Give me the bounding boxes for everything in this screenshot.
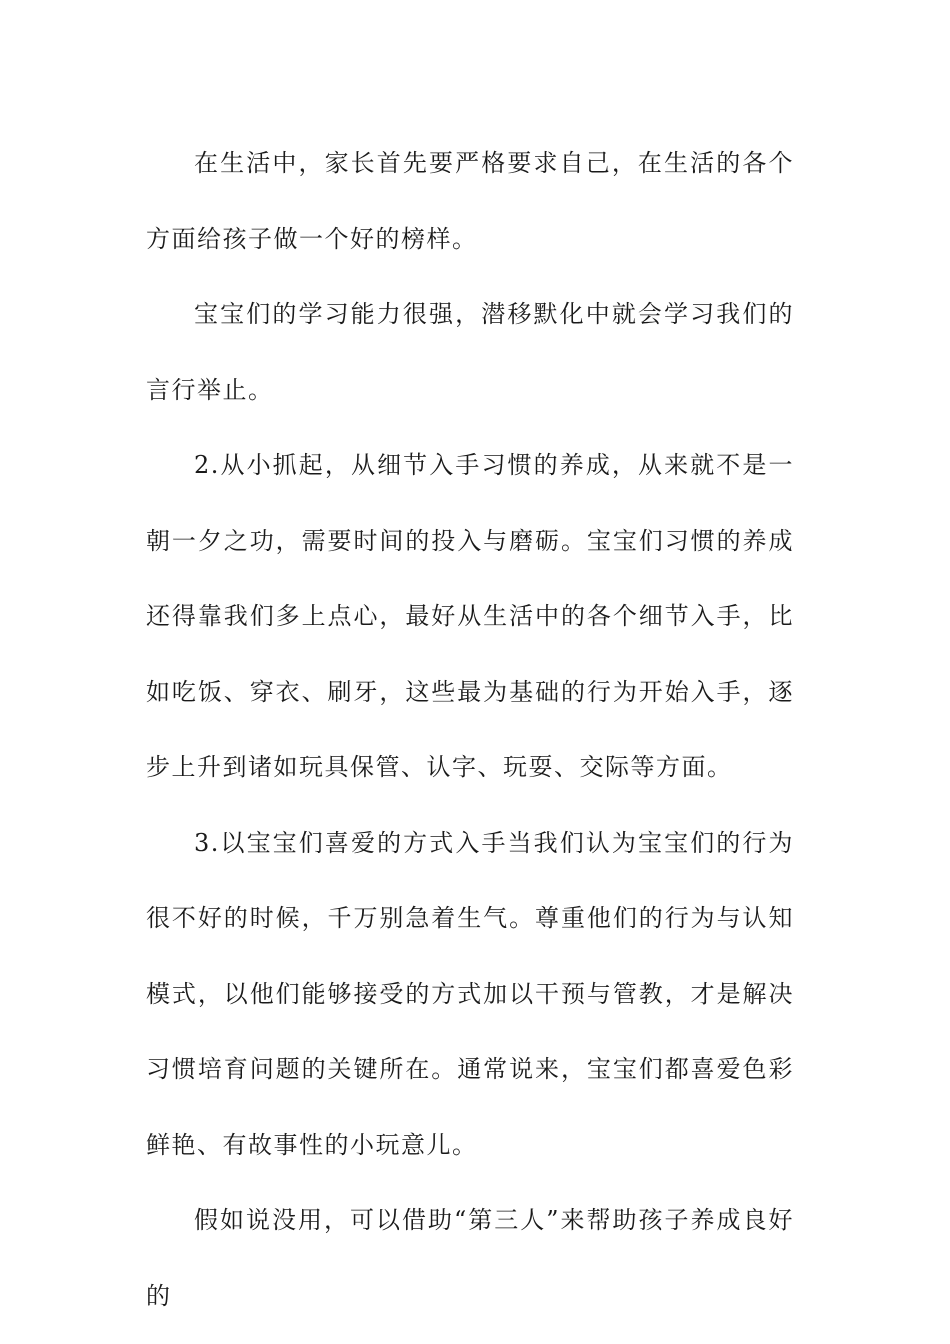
paragraph-1: 在生活中，家长首先要严格要求自己，在生活的各个方面给孩子做一个好的榜样。 — [146, 149, 794, 253]
document-body — [146, 126, 794, 1334]
paragraph-4: 3.以宝宝们喜爱的方式入手当我们认为宝宝们的行为很不好的时候，千万别急着生气。尊重他们的行为与认知模式，以他们能够接受的方式加以干预与管教，才是解决习惯培育问题的关键所在。通常说来，宝宝们都喜爱色彩鲜艳、有故事性的小玩意儿。 — [146, 828, 794, 1159]
paragraph-5: 假如说没用，可以借助“第三人”来帮助孩子养成良好的 — [146, 1206, 794, 1310]
paragraph-3: 2.从小抓起，从细节入手习惯的养成，从来就不是一朝一夕之功，需要时间的投入与磨砺。宝宝们习惯的养成还得靠我们多上点心，最好从生活中的各个细节入手，比如吃饭、穿衣、刷牙，这些最为基础的行为开始入手，逐步上升到诸如玩具保管、认字、玩耍、交际等方面。 — [146, 451, 794, 781]
paragraph-2: 宝宝们的学习能力很强，潜移默化中就会学习我们的言行举止。 — [146, 300, 794, 404]
